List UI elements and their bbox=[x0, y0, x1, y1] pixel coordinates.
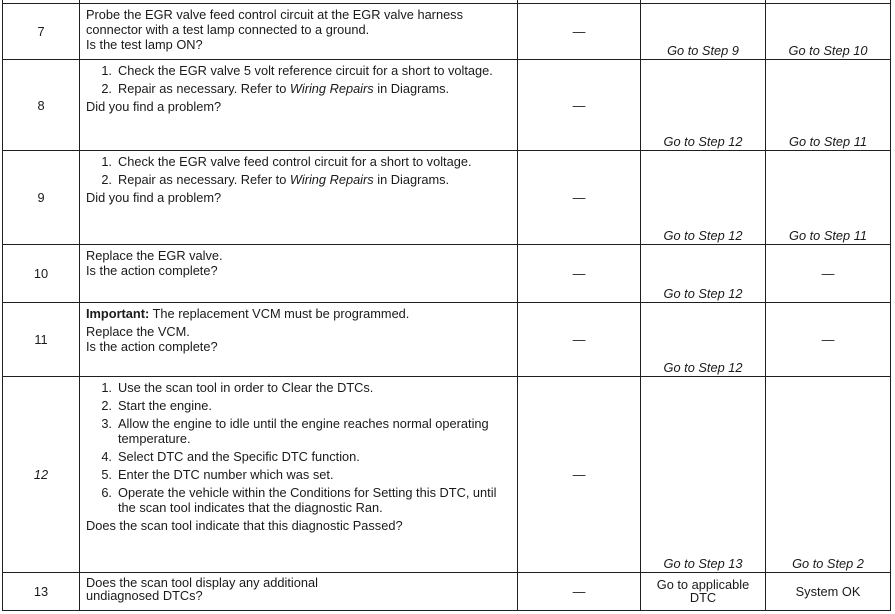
table-row bbox=[3, 151, 891, 245]
item-number: 2. bbox=[101, 172, 112, 187]
no-cell: — bbox=[766, 303, 891, 377]
important-label: Important: bbox=[86, 306, 150, 321]
yes-cell: Go to Step 12 bbox=[641, 245, 766, 303]
values-cell bbox=[518, 377, 641, 573]
item-text: Start the engine. bbox=[118, 398, 212, 413]
item-number: 2. bbox=[101, 398, 112, 413]
table-row bbox=[3, 303, 891, 377]
dash: — bbox=[572, 584, 586, 599]
item-text-pre: Repair as necessary. Refer to bbox=[118, 81, 290, 96]
no-cell: Go to Step 2 bbox=[766, 377, 891, 573]
dash: — bbox=[572, 190, 586, 205]
item-text: Select DTC and the Specific DTC function. bbox=[118, 449, 360, 464]
no-cell: Go to Step 10 bbox=[766, 4, 891, 60]
list-item bbox=[86, 449, 513, 464]
step-number: 7 bbox=[3, 4, 80, 60]
question-text: Does the scan tool display any additional undiagnosed DTCs? bbox=[86, 575, 318, 603]
important-note bbox=[86, 306, 513, 321]
dash: — bbox=[572, 332, 586, 347]
question-text: Did you find a problem? bbox=[86, 99, 222, 114]
yes-cell: Go to Step 12 bbox=[641, 60, 766, 151]
list-item bbox=[86, 172, 513, 187]
step-number: 12 bbox=[3, 377, 80, 573]
action-cell bbox=[80, 4, 518, 60]
item-text: Check the EGR valve 5 volt reference circuit for a short to voltage. bbox=[118, 63, 493, 78]
item-number: 2. bbox=[101, 81, 112, 96]
item-number: 1. bbox=[101, 63, 112, 78]
item-number: 6. bbox=[101, 485, 112, 500]
list-item bbox=[86, 380, 513, 395]
step-number: 13 bbox=[3, 573, 80, 611]
values-cell bbox=[518, 151, 641, 245]
yes-cell: Go to Step 9 bbox=[641, 4, 766, 60]
item-text-post: in Diagrams. bbox=[373, 81, 450, 96]
item-text: Use the scan tool in order to Clear the DTCs. bbox=[118, 380, 374, 395]
question-text: Is the test lamp ON? bbox=[86, 37, 203, 52]
yes-cell: Go to Step 12 bbox=[641, 303, 766, 377]
action-text: Replace the VCM. bbox=[86, 324, 190, 339]
item-text bbox=[118, 81, 513, 96]
yes-cell: Go to Step 13 bbox=[641, 377, 766, 573]
item-text bbox=[118, 172, 513, 187]
item-text: Enter the DTC number which was set. bbox=[118, 467, 334, 482]
table-row bbox=[3, 4, 891, 60]
action-cell bbox=[80, 377, 518, 573]
list-item bbox=[86, 398, 513, 413]
question-text: Is the action complete? bbox=[86, 263, 218, 278]
item-number: 4. bbox=[101, 449, 112, 464]
action-cell bbox=[80, 151, 518, 245]
action-cell bbox=[80, 245, 518, 303]
no-cell: — bbox=[766, 245, 891, 303]
item-number: 3. bbox=[101, 416, 112, 431]
item-text: Allow the engine to idle until the engine reaches normal operating temperature. bbox=[118, 416, 489, 446]
step-number: 9 bbox=[3, 151, 80, 245]
action-cell bbox=[80, 573, 518, 611]
item-number: 1. bbox=[101, 380, 112, 395]
step-list bbox=[86, 380, 513, 515]
dash: — bbox=[572, 97, 586, 113]
item-text: Check the EGR valve feed control circuit for a short to voltage. bbox=[118, 154, 472, 169]
list-item bbox=[86, 81, 513, 96]
yes-cell bbox=[641, 573, 766, 611]
list-item bbox=[86, 154, 513, 169]
step-number: 8 bbox=[3, 60, 80, 151]
diagnostic-table bbox=[2, 0, 891, 611]
list-item bbox=[86, 416, 513, 446]
values-cell bbox=[518, 303, 641, 377]
step-number: 11 bbox=[3, 303, 80, 377]
table-row bbox=[3, 377, 891, 573]
item-text-post: in Diagrams. bbox=[373, 172, 450, 187]
dash: — bbox=[572, 24, 586, 39]
wiring-repairs-ref: Wiring Repairs bbox=[289, 81, 374, 96]
dash: — bbox=[572, 266, 586, 281]
no-cell: Go to Step 11 bbox=[766, 60, 891, 151]
no-cell: System OK bbox=[766, 573, 891, 611]
item-text: Operate the vehicle within the Conditions for Setting this DTC, until the scan tool indicates that the diagnostic Ran. bbox=[118, 485, 497, 515]
step-number: 10 bbox=[3, 245, 80, 303]
step-list bbox=[86, 154, 513, 187]
item-number: 5. bbox=[101, 467, 112, 482]
table-row bbox=[3, 573, 891, 611]
no-cell: Go to Step 11 bbox=[766, 151, 891, 245]
values-cell bbox=[518, 60, 641, 151]
action-cell bbox=[80, 60, 518, 151]
values-cell bbox=[518, 573, 641, 611]
wiring-repairs-ref: Wiring Repairs bbox=[289, 172, 374, 187]
values-cell bbox=[518, 4, 641, 60]
item-text-pre: Repair as necessary. Refer to bbox=[118, 172, 290, 187]
yes-cell: Go to Step 12 bbox=[641, 151, 766, 245]
question-text: Is the action complete? bbox=[86, 339, 218, 354]
action-text: Replace the EGR valve. bbox=[86, 248, 223, 263]
list-item bbox=[86, 63, 513, 78]
list-item bbox=[86, 485, 513, 515]
item-number: 1. bbox=[101, 154, 112, 169]
step-list bbox=[86, 63, 513, 96]
values-cell bbox=[518, 245, 641, 303]
yes-text: Go to applicable DTC bbox=[656, 577, 750, 605]
dash: — bbox=[572, 467, 586, 482]
question-text: Does the scan tool indicate that this diagnostic Passed? bbox=[86, 518, 403, 533]
question-text: Did you find a problem? bbox=[86, 190, 222, 205]
table-row bbox=[3, 245, 891, 303]
action-text: Probe the EGR valve feed control circuit at the EGR valve harness connector with a test lamp connected to a ground. bbox=[86, 7, 463, 37]
list-item bbox=[86, 467, 513, 482]
important-text: The replacement VCM must be programmed. bbox=[149, 306, 410, 321]
table-row bbox=[3, 60, 891, 151]
action-cell bbox=[80, 303, 518, 377]
